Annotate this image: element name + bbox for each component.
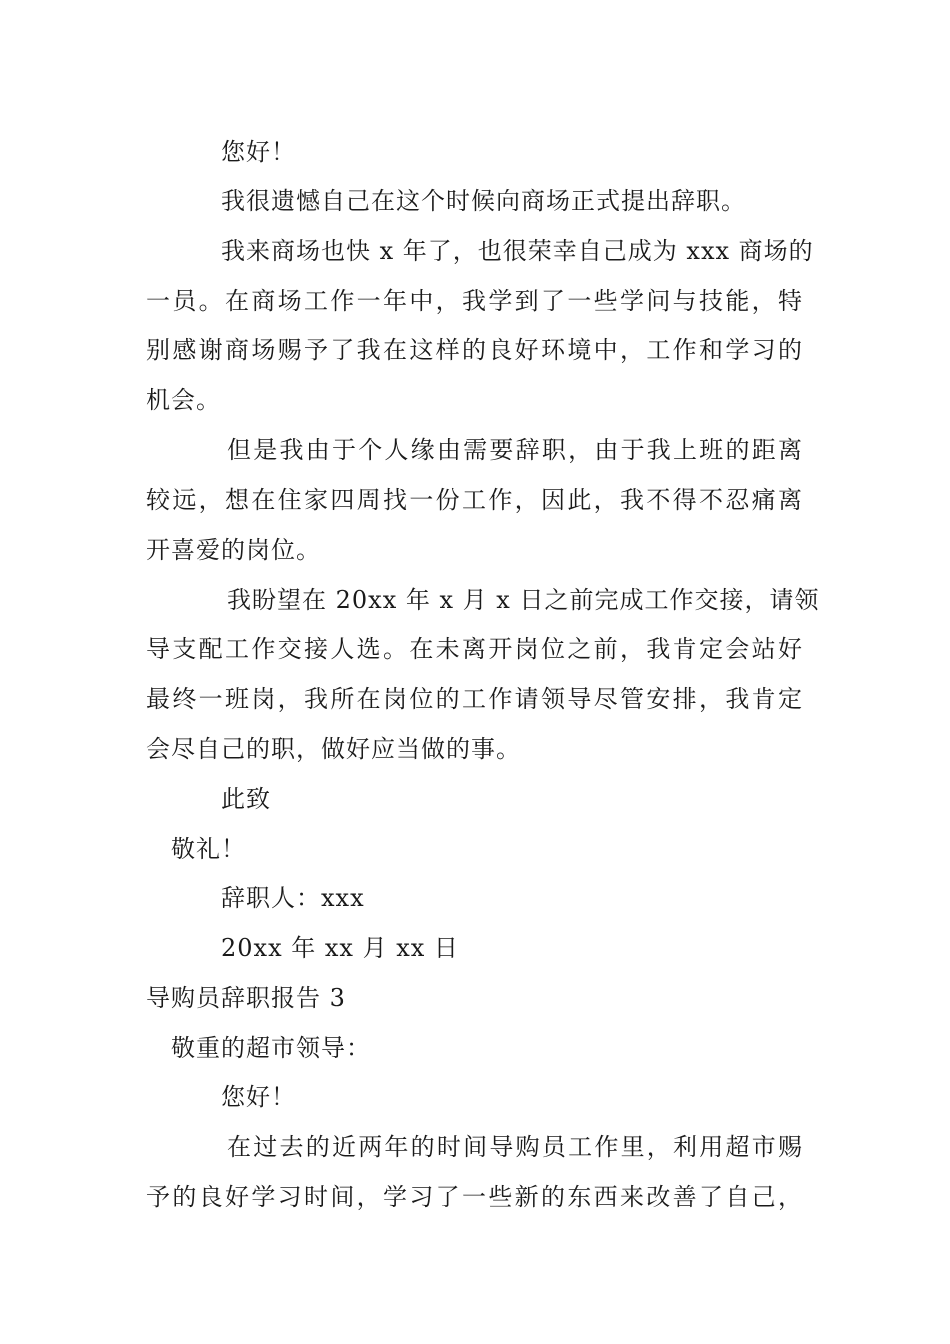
paragraph-line: 较远，想在住家四周找一份工作，因此，我不得不忍痛离 bbox=[146, 486, 803, 514]
paragraph-line: 别感谢商场赐予了我在这样的良好环境中，工作和学习的 bbox=[146, 336, 803, 364]
closing-line: 此致 bbox=[221, 785, 271, 813]
section-heading: 导购员辞职报告 3 bbox=[146, 984, 346, 1012]
paragraph-line: 一员。在商场工作一年中，我学到了一些学问与技能，特 bbox=[146, 287, 803, 315]
paragraph-line: 机会。 bbox=[146, 386, 221, 414]
signature-line: 辞职人：xxx bbox=[221, 884, 365, 912]
paragraph-line: 导支配工作交接人选。在未离开岗位之前，我肯定会站好 bbox=[146, 635, 803, 663]
paragraph-line: 开喜爱的岗位。 bbox=[146, 536, 321, 564]
greeting-line: 您好！ bbox=[221, 138, 296, 166]
date-line: 20xx 年 xx 月 xx 日 bbox=[221, 934, 459, 962]
paragraph-line: 最终一班岗，我所在岗位的工作请领导尽管安排，我肯定 bbox=[146, 685, 803, 713]
greeting-line: 您好！ bbox=[221, 1083, 296, 1111]
paragraph-line: 在过去的近两年的时间导购员工作里，利用超市赐 bbox=[227, 1133, 803, 1161]
paragraph-line: 予的良好学习时间，学习了一些新的东西来改善了自己， bbox=[146, 1183, 803, 1211]
paragraph-line: 我很遗憾自己在这个时候向商场正式提出辞职。 bbox=[221, 187, 746, 215]
addressee-line: 敬重的超市领导： bbox=[171, 1034, 371, 1062]
paragraph-line: 我来商场也快 x 年了，也很荣幸自己成为 xxx 商场的 bbox=[221, 237, 814, 265]
salutation-line: 敬礼！ bbox=[171, 835, 246, 863]
paragraph-line: 我盼望在 20xx 年 x 月 x 日之前完成工作交接，请领 bbox=[227, 586, 820, 614]
paragraph-line: 会尽自己的职，做好应当做的事。 bbox=[146, 735, 521, 763]
paragraph-line: 但是我由于个人缘由需要辞职，由于我上班的距离 bbox=[227, 436, 803, 464]
